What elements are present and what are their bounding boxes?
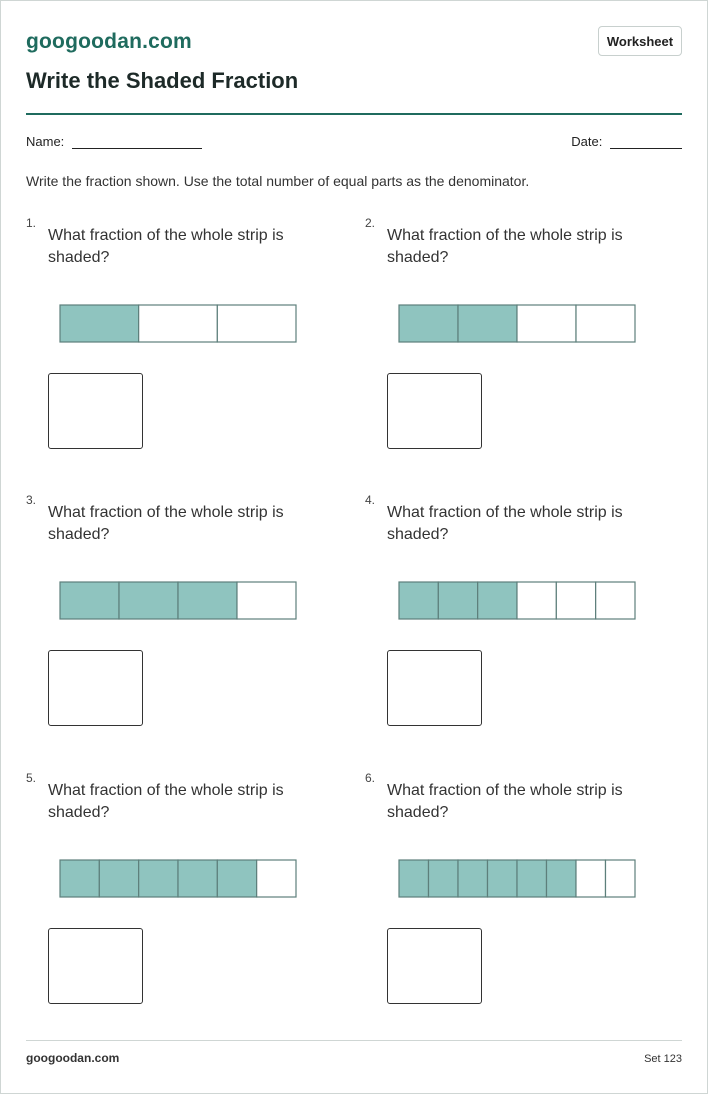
shaded-part: [488, 860, 518, 897]
problem-number: 1.: [26, 216, 37, 230]
unshaded-part: [517, 582, 556, 619]
unshaded-part: [217, 305, 296, 342]
date-field: [571, 134, 682, 149]
fraction-strip: [59, 304, 297, 343]
unshaded-part: [237, 582, 296, 619]
unshaded-part: [556, 582, 595, 619]
shaded-part: [60, 582, 119, 619]
shaded-part: [458, 305, 517, 342]
shaded-part: [547, 860, 577, 897]
shaded-part: [139, 860, 178, 897]
shaded-part: [178, 582, 237, 619]
answer-box[interactable]: [387, 928, 482, 1004]
unshaded-part: [576, 860, 606, 897]
shaded-part: [399, 305, 458, 342]
shaded-part: [60, 860, 99, 897]
name-date-row: [26, 134, 682, 149]
problem-2: [365, 216, 665, 476]
answer-box[interactable]: [48, 650, 143, 726]
shaded-part: [429, 860, 459, 897]
unshaded-part: [517, 305, 576, 342]
instructions: Write the fraction shown. Use the total number of equal parts as the denominator.: [26, 173, 530, 189]
date-blank-line: [610, 135, 682, 149]
shaded-part: [99, 860, 138, 897]
shaded-part: [478, 582, 517, 619]
shaded-part: [517, 860, 547, 897]
fraction-strip: [398, 581, 636, 620]
problem-3: [26, 493, 326, 753]
brand-logo-text[interactable]: googoodan.com: [26, 30, 192, 53]
problem-number: 6.: [365, 771, 376, 785]
problem-question: What fraction of the whole strip is shaded?: [48, 782, 284, 821]
problem-number: 5.: [26, 771, 37, 785]
problem-number: 4.: [365, 493, 376, 507]
unshaded-part: [596, 582, 635, 619]
name-blank-line: [72, 135, 202, 149]
answer-box[interactable]: [387, 373, 482, 449]
problem-number: 3.: [26, 493, 37, 507]
shaded-part: [217, 860, 256, 897]
problem-6: [365, 771, 665, 1031]
shaded-part: [458, 860, 488, 897]
problem-1: [26, 216, 326, 476]
shaded-part: [399, 582, 438, 619]
shaded-part: [399, 860, 429, 897]
name-label: Name:: [26, 134, 65, 149]
fraction-strip: [398, 859, 636, 898]
problem-5: [26, 771, 326, 1031]
shaded-part: [60, 305, 139, 342]
name-field: [26, 134, 202, 149]
shaded-part: [438, 582, 477, 619]
problem-question: What fraction of the whole strip is shaded?: [48, 504, 284, 543]
footer-divider: [26, 1040, 682, 1041]
unshaded-part: [606, 860, 636, 897]
shaded-part: [119, 582, 178, 619]
page-title: Write the Shaded Fraction: [26, 68, 299, 93]
problem-question: What fraction of the whole strip is shaded?: [48, 227, 284, 266]
problem-number: 2.: [365, 216, 376, 230]
footer-set-label: Set 123: [644, 1053, 682, 1065]
problem-question: What fraction of the whole strip is shaded?: [387, 227, 623, 266]
problem-4: [365, 493, 665, 753]
fraction-strip: [59, 581, 297, 620]
problem-question: What fraction of the whole strip is shaded?: [387, 782, 623, 821]
shaded-part: [178, 860, 217, 897]
fraction-strip: [59, 859, 297, 898]
fraction-strip: [398, 304, 636, 343]
answer-box[interactable]: [48, 373, 143, 449]
worksheet-badge: Worksheet: [598, 26, 682, 56]
answer-box[interactable]: [48, 928, 143, 1004]
date-label: Date:: [571, 134, 603, 149]
problem-question: What fraction of the whole strip is shaded?: [387, 504, 623, 543]
answer-box[interactable]: [387, 650, 482, 726]
unshaded-part: [139, 305, 218, 342]
header-divider: [26, 113, 682, 115]
footer-site[interactable]: googoodan.com: [26, 1051, 120, 1065]
unshaded-part: [257, 860, 296, 897]
unshaded-part: [576, 305, 635, 342]
